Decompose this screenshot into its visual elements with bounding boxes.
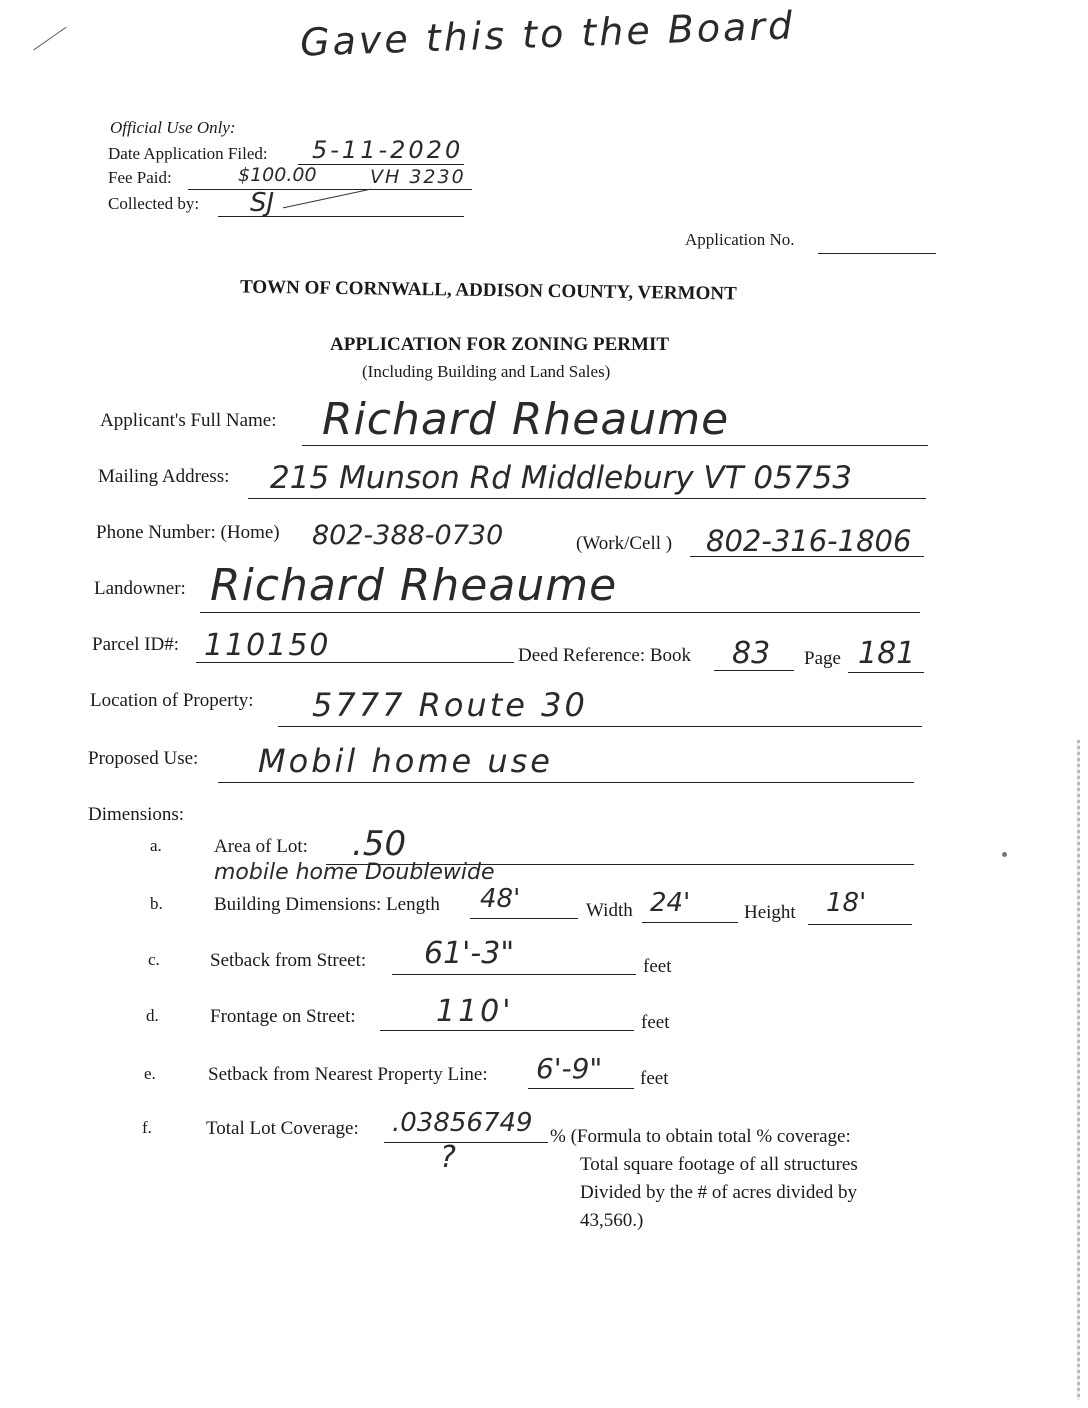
building-width-line bbox=[642, 922, 738, 923]
landowner-line bbox=[200, 612, 920, 613]
dim-d-letter: d. bbox=[146, 1006, 159, 1025]
building-height-label: Height bbox=[744, 902, 796, 923]
dim-a-letter: a. bbox=[150, 836, 162, 855]
stray-mark bbox=[33, 27, 66, 51]
location-label: Location of Property: bbox=[90, 690, 254, 711]
proposed-use-value: Mobil home use bbox=[258, 742, 553, 780]
collected-by-label: Collected by: bbox=[108, 194, 200, 213]
parcel-label: Parcel ID#: bbox=[92, 634, 180, 655]
date-filed-label: Date Application Filed: bbox=[108, 144, 268, 163]
form-subtitle: (Including Building and Land Sales) bbox=[362, 362, 611, 381]
fee-paid-label: Fee Paid: bbox=[108, 168, 172, 187]
frontage-unit: feet bbox=[641, 1012, 670, 1033]
frontage-line bbox=[380, 1030, 634, 1031]
mailing-line bbox=[248, 498, 926, 499]
date-filed-value: 5-11-2020 bbox=[312, 136, 464, 164]
signature-stroke bbox=[283, 189, 371, 209]
collected-by-signature: SJ bbox=[250, 188, 275, 218]
phone-home-value: 802-388-0730 bbox=[312, 520, 504, 551]
deed-book-label: Deed Reference: Book bbox=[518, 645, 692, 666]
scan-speck bbox=[1002, 852, 1007, 857]
formula-line-1: % (Formula to obtain total % coverage: bbox=[550, 1126, 851, 1147]
mailing-value: 215 Munson Rd Middlebury VT 05753 bbox=[270, 460, 853, 496]
setback-property-line bbox=[528, 1088, 634, 1089]
dimensions-heading: Dimensions: bbox=[88, 804, 185, 825]
dim-e-letter: e. bbox=[144, 1064, 156, 1083]
landowner-value: Richard Rheaume bbox=[210, 560, 618, 611]
applicant-line bbox=[302, 445, 928, 446]
phone-home-label: Phone Number: (Home) bbox=[96, 522, 280, 543]
building-width-label: Width bbox=[586, 900, 633, 921]
setback-property-label: Setback from Nearest Property Line: bbox=[208, 1064, 488, 1085]
phone-work-label: (Work/Cell ) bbox=[576, 533, 673, 554]
form-title: APPLICATION FOR ZONING PERMIT bbox=[330, 334, 670, 355]
building-height-value: 18' bbox=[826, 888, 867, 918]
setback-street-line bbox=[392, 974, 636, 975]
deed-page-label: Page bbox=[804, 648, 841, 669]
setback-street-unit: feet bbox=[643, 956, 672, 977]
header-note: Gave this to the Board bbox=[299, 3, 796, 65]
lot-coverage-question: ? bbox=[440, 1140, 456, 1175]
location-line bbox=[278, 726, 922, 727]
setback-street-label: Setback from Street: bbox=[210, 950, 367, 971]
building-length-label: Building Dimensions: Length bbox=[214, 894, 440, 915]
setback-street-value: 61'-3" bbox=[424, 936, 515, 971]
applicant-value: Richard Rheaume bbox=[322, 394, 730, 445]
deed-book-value: 83 bbox=[732, 636, 771, 671]
building-length-line bbox=[470, 918, 578, 919]
deed-page-value: 181 bbox=[858, 636, 916, 671]
formula-line-4: 43,560.) bbox=[580, 1210, 644, 1231]
dim-f-letter: f. bbox=[142, 1118, 152, 1137]
building-length-value: 48' bbox=[480, 884, 521, 914]
fee-paid-value: $100.00 bbox=[238, 164, 317, 186]
fee-check-value: VH 3230 bbox=[370, 166, 466, 188]
formula-line-2: Total square footage of all structures bbox=[580, 1154, 858, 1175]
formula-line-3: Divided by the # of acres divided by bbox=[580, 1182, 858, 1203]
proposed-use-label: Proposed Use: bbox=[88, 748, 199, 769]
fee-paid-line bbox=[188, 189, 472, 190]
deed-page-line bbox=[848, 672, 924, 673]
building-type-note: mobile home Doublewide bbox=[214, 860, 495, 885]
setback-property-value: 6'-9" bbox=[536, 1052, 603, 1085]
official-use-heading: Official Use Only: bbox=[110, 118, 236, 137]
dim-b-letter: b. bbox=[150, 894, 163, 913]
area-of-lot-value: .50 bbox=[352, 824, 407, 864]
frontage-value: 110' bbox=[436, 994, 514, 1029]
frontage-label: Frontage on Street: bbox=[210, 1006, 356, 1027]
lot-coverage-label: Total Lot Coverage: bbox=[206, 1118, 359, 1139]
scan-edge bbox=[1077, 740, 1080, 1400]
lot-coverage-value: .03856749 bbox=[392, 1108, 533, 1138]
parcel-value: 110150 bbox=[204, 628, 331, 663]
application-no-label: Application No. bbox=[685, 230, 795, 249]
landowner-label: Landowner: bbox=[94, 578, 186, 599]
building-width-value: 24' bbox=[650, 888, 691, 918]
area-of-lot-label: Area of Lot: bbox=[214, 836, 308, 857]
building-height-line bbox=[808, 924, 912, 925]
mailing-label: Mailing Address: bbox=[98, 466, 230, 487]
applicant-label: Applicant's Full Name: bbox=[100, 410, 277, 431]
town-title: TOWN OF CORNWALL, ADDISON COUNTY, VERMONT bbox=[239, 276, 737, 305]
date-filed-line bbox=[298, 164, 464, 165]
lot-coverage-line bbox=[384, 1142, 548, 1143]
proposed-use-line bbox=[218, 782, 914, 783]
setback-property-unit: feet bbox=[640, 1068, 669, 1089]
dim-c-letter: c. bbox=[148, 950, 160, 969]
application-no-line bbox=[818, 253, 936, 254]
location-value: 5777 Route 30 bbox=[312, 686, 588, 724]
phone-work-value: 802-316-1806 bbox=[706, 524, 912, 558]
